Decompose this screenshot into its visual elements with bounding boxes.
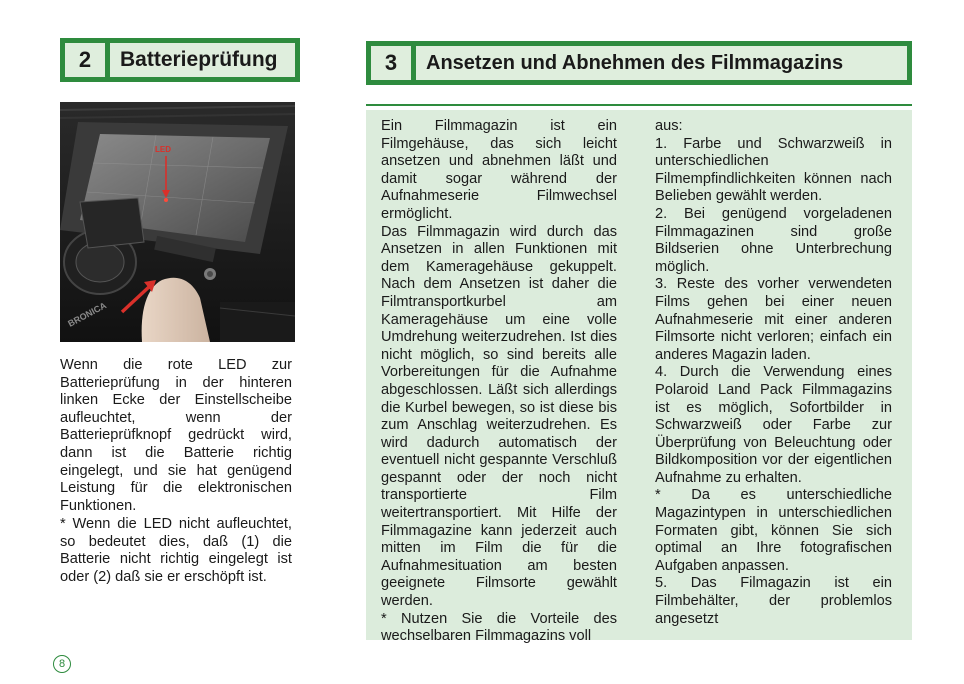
list-item: 5. Das Filmagazin ist ein Filmbehälter, der problemlos angesetzt [655,575,892,627]
paragraph: aus: [655,118,683,134]
section-2-header [60,38,300,82]
section-3-divider [366,104,912,106]
section-3-column-1 [381,118,617,646]
section-3-number: 3 [371,46,411,80]
list-item: 2. Bei genügend vorgeladenen Filmmagazinen sind große Bildserien ohne Unterbrechung möglich. [655,205,892,275]
list-item: 4. Durch die Verwendung eines Polaroid Land Pack Filmmagazins ist es möglich, Sofortbilder in Schwarzweiß oder Farbe zur Überprüfung von Beleuchtung oder Bildkomposition vor der eigentlichen Aufnahme zu erhalten. [655,364,892,486]
list-item: 3. Reste des vorher verwendeten Films gehen bei einer neuen Aufnahmeserie mit einer anderen Filmsorte nicht verloren; einfach ein anderes Magazin laden. [655,276,892,363]
paragraph: * Da es unterschiedliche Magazintypen in unterschiedlichen Formaten gibt, können Sie sich optimal an Ihre fotografischen Aufgaben anpassen. [655,487,892,574]
list-item: 1. Farbe und Schwarzweiß in unterschiedlichen Filmempfindlichkeiten können nach Belieben gewählt werden. [655,135,892,205]
led-indicator [164,198,168,202]
battery-check-note-text: * Wenn die LED nicht aufleuchtet, so bedeutet dies, daß (1) die Batterie nicht richtig eingelegt ist oder (2) daß sie er erschöpft ist. [60,516,292,585]
section-2-title: Batterieprüfung [110,43,295,77]
page-number: 8 [53,655,71,673]
battery-check-paragraph [60,357,292,515]
film-advance-crank [80,198,144,248]
section-2-number: 2 [65,43,105,77]
section-3-header [366,41,912,85]
led-label: LED [155,145,171,154]
paragraph: * Nutzen Sie die Vorteile des wechselbaren Filmmagazins voll [381,610,617,645]
camera-photo [60,102,295,342]
battery-check-text: Wenn die rote LED zur Batterieprüfung in der hinteren linken Ecke der Einstellscheibe aufleuchtet, wenn der Batterieprüfknopf gedrückt wird, dann ist die Batterie richtig eingelegt, und sie hat genügend Leistung für die elektronischen Funktionen. [60,357,292,514]
camera-brand-text: BRONICA [66,300,109,329]
paragraph: Das Filmmagazin wird durch das Ansetzen in allen Funktionen mit dem Kameragehäuse gekuppelt. Nach dem Ansetzen ist daher die Filmtransportkurbel am Kameragehäuse um eine volle Umdrehung weiterzudrehen. Ist dies nicht möglich, so sind bereits alle Vorbereitungen für die Aufnahme abgeschlossen. Läßt sich allerdings die Kurbel bewegen, so ist diese bis zum Anschlag weiterzudrehen. Es wird dadurch automatisch der eventuell nicht gespannte Verschluß gespannt oder der noch nicht transportierte Film weitertransportiert. Mit Hilfe der Filmmagazine kann jederzeit auch mitten im Film die für die Aufnahmesituation am besten geeignete Filmsorte gewählt werden. [381,223,617,610]
camera-illustration [60,102,295,342]
paragraph: Ein Filmmagazin ist ein Filmgehäuse, das sich leicht ansetzen und abnehmen läßt und damit sogar während der Aufnahmeserie Filmwechsel ermöglicht. [381,118,617,222]
battery-check-note [60,516,292,586]
section-3-column-2 [655,118,892,628]
section-3-title: Ansetzen und Abnehmen des Filmmagazins [416,46,907,80]
